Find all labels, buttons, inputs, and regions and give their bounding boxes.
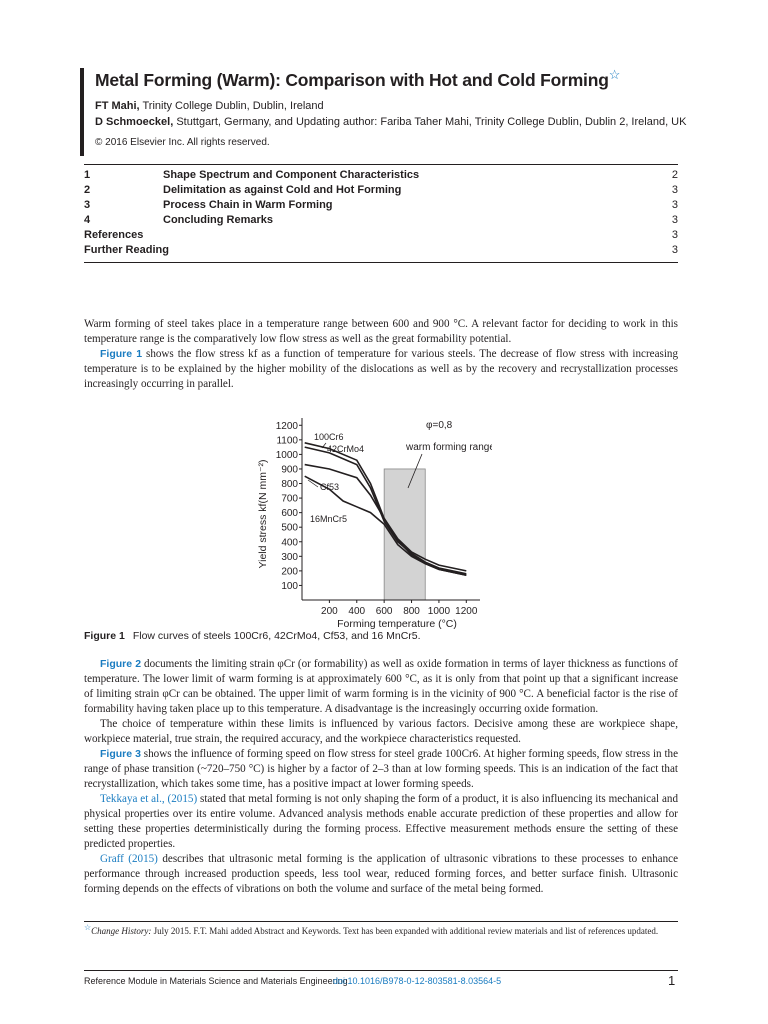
figure-3-link[interactable]: Figure 3 — [100, 748, 141, 760]
toc-number: 4 — [84, 214, 91, 226]
paragraph: Figure 1 shows the flow stress kf as a function of temperature for various steels. The decrease of flow stress with increasing temperature is to be explained by the higher mobility of the dislocations as well as by the recovery and recrystallization processes increasingly occurring in parallel. — [84, 348, 679, 390]
y-tick-label: 400 — [281, 537, 298, 549]
copyright: © 2016 Elsevier Inc. All rights reserved. — [95, 137, 270, 148]
toc-number: 3 — [84, 199, 91, 211]
table-of-contents — [84, 168, 678, 258]
toc-page: 3 — [671, 214, 678, 226]
flow-curve-chart — [252, 410, 492, 630]
paragraph: Tekkaya et al., (2015) stated that metal forming is not only shaping the form of a product, it is also influencing its mechanical and physical properties over its entire volume. Advanced analysis methods enable accurate prediction of these properties and allow for setting these properties deterministically during the forming process. Effective measurement methods ensure the setting of these predicted properties. — [84, 793, 678, 850]
x-tick-label: 1200 — [455, 606, 478, 617]
y-tick-label: 1000 — [275, 449, 298, 461]
paragraph: The choice of temperature within these limits is influenced by various factors. Decisive among these are workpiece shape, workpiece material, true strain, the required accuracy, and the workpiece characteristics requested. — [84, 718, 678, 745]
y-tick-label: 900 — [281, 464, 298, 476]
toc-bottom-rule — [84, 262, 678, 263]
series-label: 100Cr6 — [314, 432, 344, 442]
x-tick-label: 1000 — [427, 606, 451, 617]
header-bar — [80, 68, 84, 156]
intro-text — [84, 317, 678, 392]
toc-title: Process Chain in Warm Forming — [163, 199, 333, 211]
series-label: Cf53 — [320, 482, 340, 492]
x-tick-label: 200 — [321, 606, 338, 617]
figure-2-link[interactable]: Figure 2 — [100, 658, 142, 670]
footnote-rule — [84, 921, 678, 922]
paragraph: Warm forming of steel takes place in a temperature range between 600 and 900 °C. A relevant factor for deciding to work in this temperature range is the comparatively low flow stress as well as the great formability potential. — [84, 318, 678, 345]
toc-number: References — [84, 229, 144, 241]
article-title: Metal Forming (Warm): Comparison with Hot and Cold Forming☆ — [95, 67, 621, 90]
figure-1-caption: Figure 1 Flow curves of steels 100Cr6, 42CrMo4, Cf53, and 16 MnCr5. — [84, 630, 421, 642]
x-tick-label: 800 — [403, 606, 420, 617]
toc-entry[interactable] — [84, 198, 678, 213]
main-text — [84, 657, 678, 897]
toc-number: 1 — [84, 169, 91, 181]
toc-number: Further Reading — [84, 244, 169, 256]
footnote: ☆Change History: July 2015. F.T. Mahi added Abstract and Keywords. Text has been expanded with additional review materials and list of references updated. — [84, 923, 659, 936]
toc-entry[interactable] — [84, 183, 678, 198]
toc-entry[interactable] — [84, 213, 678, 228]
x-tick-label: 400 — [348, 606, 366, 617]
series-label: 42CrMo4 — [327, 444, 365, 454]
toc-entry[interactable] — [84, 168, 678, 183]
author-2: D Schmoeckel, Stuttgart, Germany, and Updating author: Fariba Taher Mahi, Trinity College Dublin, Dublin 2, Ireland, UK — [95, 116, 687, 128]
toc-title: Delimitation as against Cold and Hot Forming — [163, 184, 402, 196]
y-tick-label: 200 — [281, 566, 298, 578]
figure-1-link[interactable]: Figure 1 — [100, 348, 143, 360]
footer-rule — [84, 970, 678, 971]
toc-title: Concluding Remarks — [163, 214, 274, 226]
series-label: 16MnCr5 — [310, 514, 348, 524]
x-axis-label: Forming temperature (°C) — [337, 618, 457, 630]
paragraph: Figure 3 shows the influence of forming speed on flow stress for steel grade 100Cr6. At higher forming speeds, flow stress in the range of phase transition (~720–750 °C) is higher by a factor of 2–3 than at low forming speeds. This is an indication of the fact that recrystallization, which takes some time, has a positive impact at lower forming speeds. — [84, 748, 678, 790]
toc-number: 2 — [84, 184, 91, 196]
doi-link[interactable]: doi:10.1016/B978-0-12-803581-8.03564-5 — [333, 976, 502, 986]
footer-source: Reference Module in Materials Science and Materials Engineering — [84, 976, 348, 986]
toc-page: 3 — [671, 244, 678, 256]
y-tick-label: 100 — [281, 580, 298, 592]
citation-tekkaya[interactable]: Tekkaya et al., (2015) — [100, 793, 198, 805]
paragraph: Graff (2015) describes that ultrasonic metal forming is the application of ultrasonic vibrations to these processes to enhance performance through increased production speeds, less tool wear, reduced forming forces, and better surface finish. Ultrasonic forming depends on the effects of vibrations on both the volume and surface of the metal being formed. — [84, 853, 678, 895]
toc-title: Shape Spectrum and Component Characteristics — [163, 169, 420, 181]
page-number: 1 — [668, 973, 676, 988]
y-tick-label: 800 — [281, 479, 298, 491]
toc-entry[interactable] — [84, 243, 678, 258]
strain-annotation: φ=0,8 — [426, 420, 453, 431]
toc-page: 3 — [671, 229, 678, 241]
toc-entry[interactable] — [84, 228, 678, 243]
author-1: FT Mahi, Trinity College Dublin, Dublin, Ireland — [95, 100, 324, 112]
y-tick-label: 1100 — [276, 435, 298, 447]
y-tick-label: 300 — [281, 551, 298, 563]
toc-top-rule — [84, 164, 678, 165]
toc-page: 3 — [671, 199, 678, 211]
toc-page: 3 — [671, 184, 678, 196]
x-tick-label: 600 — [375, 606, 393, 617]
y-tick-label: 600 — [281, 508, 298, 520]
y-tick-label: 700 — [281, 493, 298, 505]
warm-forming-range-label: warm forming range — [406, 442, 492, 453]
y-axis-label: Yield stress kf(N mm⁻²) — [257, 459, 269, 569]
toc-page: 2 — [671, 169, 678, 181]
figure-1 — [252, 410, 492, 630]
y-tick-label: 500 — [281, 522, 298, 534]
citation-graff[interactable]: Graff (2015) — [100, 853, 158, 865]
y-tick-label: 1200 — [275, 420, 298, 432]
change-history-mark[interactable]: ☆ — [608, 67, 621, 82]
paragraph: Figure 2 documents the limiting strain φCr (or formability) as well as oxide formation in terms of layer thickness as functions of temperature. The lower limit of warm forming is at approximately 600 °C, as it is only from that point up that a significant increase of limiting strain φCr can be obtained. The upper limit of warm forming is in the vicinity of 900 °C. A beneficial factor is the rise of formability having taken place up to this temperature. A disadvantage is the increasingly occurring oxide formation. — [84, 658, 679, 715]
